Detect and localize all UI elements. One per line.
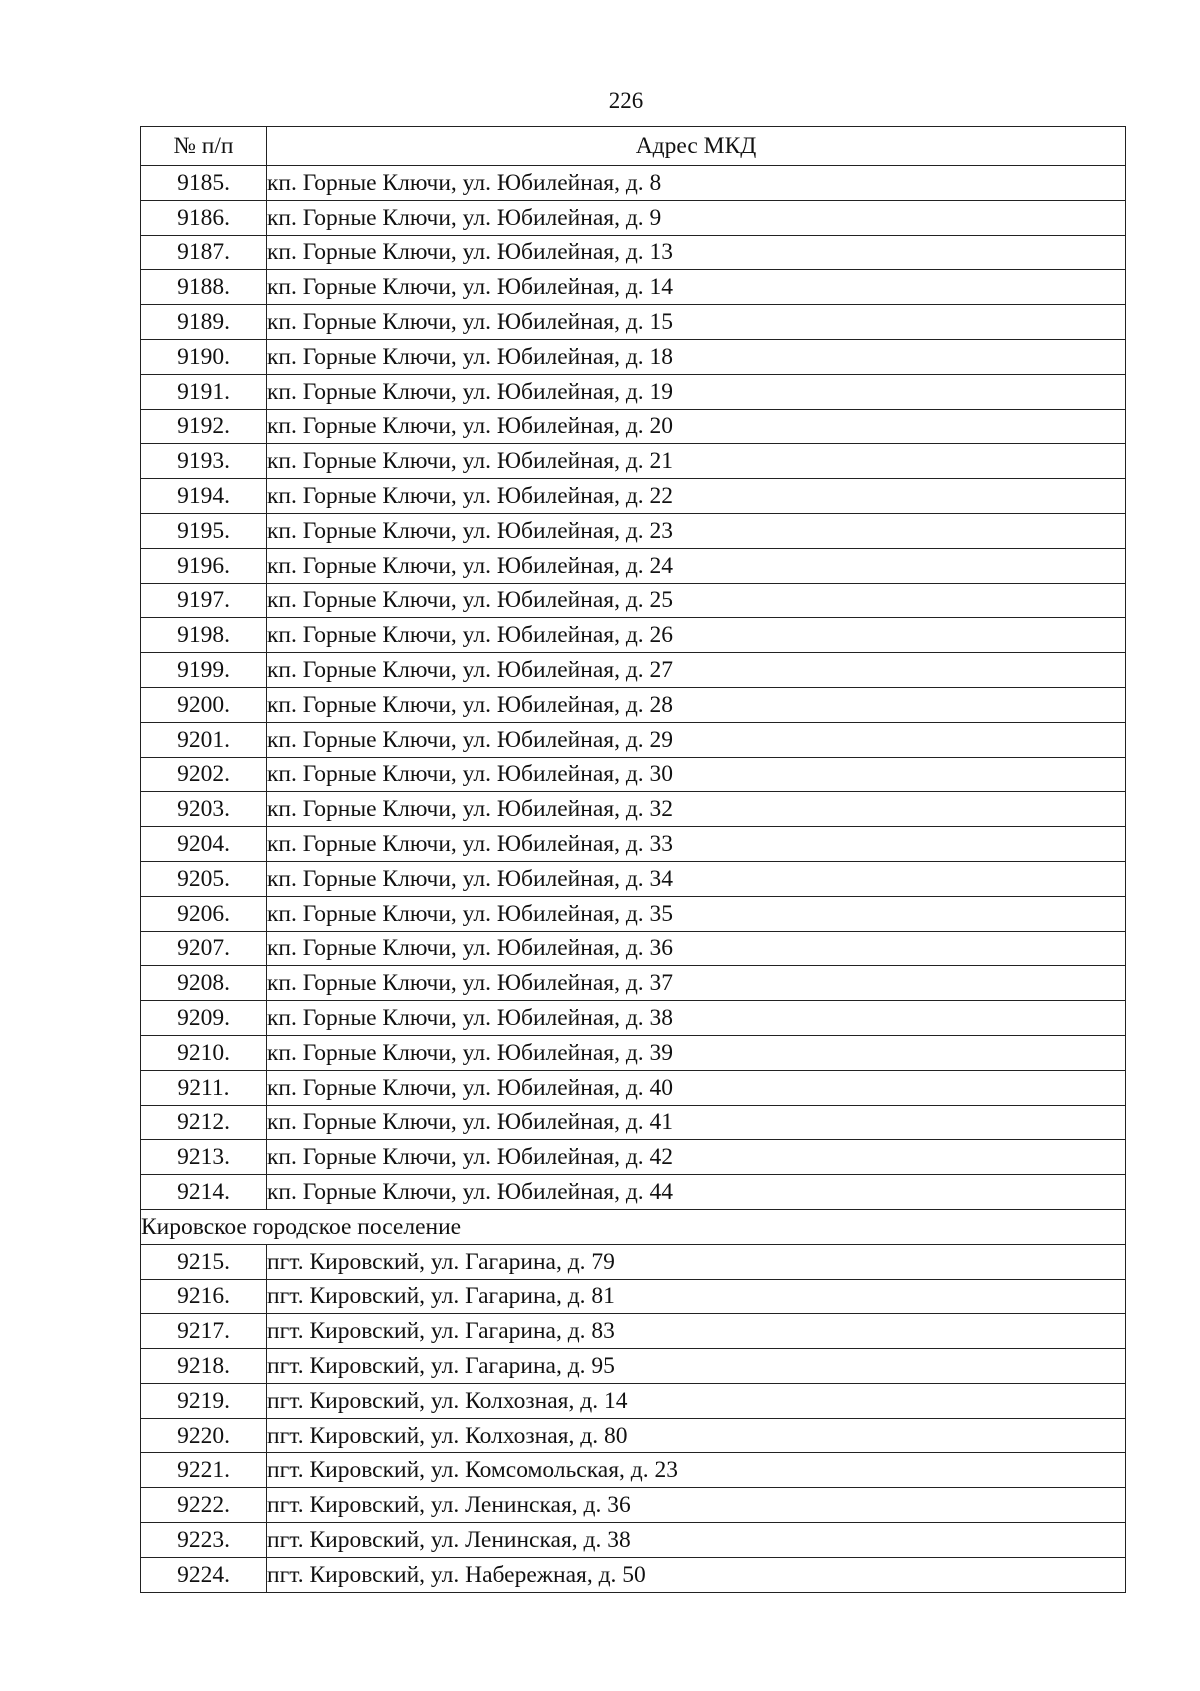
row-number: 9214. — [141, 1175, 267, 1210]
row-address: кп. Горные Ключи, ул. Юбилейная, д. 25 — [267, 583, 1126, 618]
column-header-number: № п/п — [141, 127, 267, 166]
row-address: кп. Горные Ключи, ул. Юбилейная, д. 30 — [267, 757, 1126, 792]
row-number: 9207. — [141, 931, 267, 966]
table-row — [141, 548, 1126, 583]
row-number: 9220. — [141, 1418, 267, 1453]
row-number: 9206. — [141, 896, 267, 931]
row-address: пгт. Кировский, ул. Гагарина, д. 95 — [267, 1349, 1126, 1384]
row-address: кп. Горные Ключи, ул. Юбилейная, д. 44 — [267, 1175, 1126, 1210]
row-number: 9199. — [141, 653, 267, 688]
row-address: кп. Горные Ключи, ул. Юбилейная, д. 34 — [267, 861, 1126, 896]
row-number: 9202. — [141, 757, 267, 792]
row-address: кп. Горные Ключи, ул. Юбилейная, д. 20 — [267, 409, 1126, 444]
row-address: пгт. Кировский, ул. Гагарина, д. 81 — [267, 1279, 1126, 1314]
row-address: кп. Горные Ключи, ул. Юбилейная, д. 22 — [267, 479, 1126, 514]
row-address: пгт. Кировский, ул. Гагарина, д. 83 — [267, 1314, 1126, 1349]
table-row — [141, 618, 1126, 653]
address-table — [140, 126, 1126, 1593]
row-number: 9208. — [141, 966, 267, 1001]
table-row — [141, 479, 1126, 514]
row-address: кп. Горные Ключи, ул. Юбилейная, д. 18 — [267, 339, 1126, 374]
table-row — [141, 827, 1126, 862]
row-address: пгт. Кировский, ул. Гагарина, д. 79 — [267, 1244, 1126, 1279]
table-row — [141, 687, 1126, 722]
table-row — [141, 200, 1126, 235]
table-row — [141, 1244, 1126, 1279]
row-address: кп. Горные Ключи, ул. Юбилейная, д. 35 — [267, 896, 1126, 931]
row-address: кп. Горные Ключи, ул. Юбилейная, д. 28 — [267, 687, 1126, 722]
row-address: пгт. Кировский, ул. Колхозная, д. 80 — [267, 1418, 1126, 1453]
row-number: 9200. — [141, 687, 267, 722]
row-address: кп. Горные Ключи, ул. Юбилейная, д. 32 — [267, 792, 1126, 827]
table-row — [141, 1105, 1126, 1140]
row-address: кп. Горные Ключи, ул. Юбилейная, д. 23 — [267, 513, 1126, 548]
row-number: 9215. — [141, 1244, 267, 1279]
table-row — [141, 235, 1126, 270]
table-row — [141, 1453, 1126, 1488]
row-address: пгт. Кировский, ул. Ленинская, д. 36 — [267, 1488, 1126, 1523]
page-number: 226 — [608, 88, 644, 113]
row-address: пгт. Кировский, ул. Набережная, д. 50 — [267, 1557, 1126, 1592]
table-row — [141, 1349, 1126, 1384]
row-number: 9219. — [141, 1383, 267, 1418]
row-number: 9186. — [141, 200, 267, 235]
table-row — [141, 513, 1126, 548]
row-number: 9195. — [141, 513, 267, 548]
row-address: пгт. Кировский, ул. Колхозная, д. 14 — [267, 1383, 1126, 1418]
table-row — [141, 722, 1126, 757]
row-number: 9185. — [141, 166, 267, 201]
row-number: 9192. — [141, 409, 267, 444]
table-row — [141, 1070, 1126, 1105]
table-row — [141, 1140, 1126, 1175]
row-number: 9194. — [141, 479, 267, 514]
table-row — [141, 374, 1126, 409]
row-number: 9223. — [141, 1523, 267, 1558]
row-address: кп. Горные Ключи, ул. Юбилейная, д. 9 — [267, 200, 1126, 235]
row-address: кп. Горные Ключи, ул. Юбилейная, д. 37 — [267, 966, 1126, 1001]
row-address: кп. Горные Ключи, ул. Юбилейная, д. 42 — [267, 1140, 1126, 1175]
row-number: 9196. — [141, 548, 267, 583]
row-number: 9197. — [141, 583, 267, 618]
section-title: Кировское городское поселение — [141, 1209, 1126, 1244]
row-number: 9217. — [141, 1314, 267, 1349]
row-address: кп. Горные Ключи, ул. Юбилейная, д. 36 — [267, 931, 1126, 966]
table-row — [141, 305, 1126, 340]
table-row — [141, 1279, 1126, 1314]
row-address: кп. Горные Ключи, ул. Юбилейная, д. 24 — [267, 548, 1126, 583]
table-row — [141, 409, 1126, 444]
row-address: пгт. Кировский, ул. Ленинская, д. 38 — [267, 1523, 1126, 1558]
table-header-row — [141, 127, 1126, 166]
table-row — [141, 653, 1126, 688]
row-address: пгт. Кировский, ул. Комсомольская, д. 23 — [267, 1453, 1126, 1488]
table-row — [141, 1488, 1126, 1523]
table-row — [141, 966, 1126, 1001]
table-row — [141, 1001, 1126, 1036]
row-address: кп. Горные Ключи, ул. Юбилейная, д. 29 — [267, 722, 1126, 757]
table-row — [141, 270, 1126, 305]
row-number: 9193. — [141, 444, 267, 479]
table-row — [141, 1175, 1126, 1210]
row-address: кп. Горные Ключи, ул. Юбилейная, д. 39 — [267, 1035, 1126, 1070]
row-number: 9213. — [141, 1140, 267, 1175]
row-number: 9188. — [141, 270, 267, 305]
row-address: кп. Горные Ключи, ул. Юбилейная, д. 15 — [267, 305, 1126, 340]
table-row — [141, 1418, 1126, 1453]
table-row — [141, 339, 1126, 374]
row-number: 9190. — [141, 339, 267, 374]
table-row — [141, 757, 1126, 792]
row-address: кп. Горные Ключи, ул. Юбилейная, д. 33 — [267, 827, 1126, 862]
table-row — [141, 1035, 1126, 1070]
row-number: 9198. — [141, 618, 267, 653]
row-number: 9224. — [141, 1557, 267, 1592]
row-number: 9191. — [141, 374, 267, 409]
table-row — [141, 1314, 1126, 1349]
row-number: 9218. — [141, 1349, 267, 1384]
row-address: кп. Горные Ключи, ул. Юбилейная, д. 41 — [267, 1105, 1126, 1140]
row-address: кп. Горные Ключи, ул. Юбилейная, д. 40 — [267, 1070, 1126, 1105]
row-number: 9201. — [141, 722, 267, 757]
table-row — [141, 1383, 1126, 1418]
row-number: 9222. — [141, 1488, 267, 1523]
column-header-address: Адрес МКД — [267, 127, 1126, 166]
row-number: 9204. — [141, 827, 267, 862]
section-row — [141, 1209, 1126, 1244]
row-address: кп. Горные Ключи, ул. Юбилейная, д. 8 — [267, 166, 1126, 201]
table-row — [141, 1557, 1126, 1592]
table-body — [141, 166, 1126, 1593]
row-number: 9203. — [141, 792, 267, 827]
row-address: кп. Горные Ключи, ул. Юбилейная, д. 19 — [267, 374, 1126, 409]
table-row — [141, 166, 1126, 201]
row-number: 9210. — [141, 1035, 267, 1070]
row-number: 9216. — [141, 1279, 267, 1314]
table-row — [141, 583, 1126, 618]
row-address: кп. Горные Ключи, ул. Юбилейная, д. 27 — [267, 653, 1126, 688]
row-address: кп. Горные Ключи, ул. Юбилейная, д. 13 — [267, 235, 1126, 270]
row-number: 9187. — [141, 235, 267, 270]
table-row — [141, 931, 1126, 966]
row-address: кп. Горные Ключи, ул. Юбилейная, д. 14 — [267, 270, 1126, 305]
row-address: кп. Горные Ключи, ул. Юбилейная, д. 26 — [267, 618, 1126, 653]
row-address: кп. Горные Ключи, ул. Юбилейная, д. 38 — [267, 1001, 1126, 1036]
row-address: кп. Горные Ключи, ул. Юбилейная, д. 21 — [267, 444, 1126, 479]
table-row — [141, 792, 1126, 827]
row-number: 9211. — [141, 1070, 267, 1105]
table-row — [141, 1523, 1126, 1558]
table-row — [141, 896, 1126, 931]
table-row — [141, 444, 1126, 479]
row-number: 9221. — [141, 1453, 267, 1488]
row-number: 9209. — [141, 1001, 267, 1036]
row-number: 9212. — [141, 1105, 267, 1140]
row-number: 9189. — [141, 305, 267, 340]
table-row — [141, 861, 1126, 896]
row-number: 9205. — [141, 861, 267, 896]
